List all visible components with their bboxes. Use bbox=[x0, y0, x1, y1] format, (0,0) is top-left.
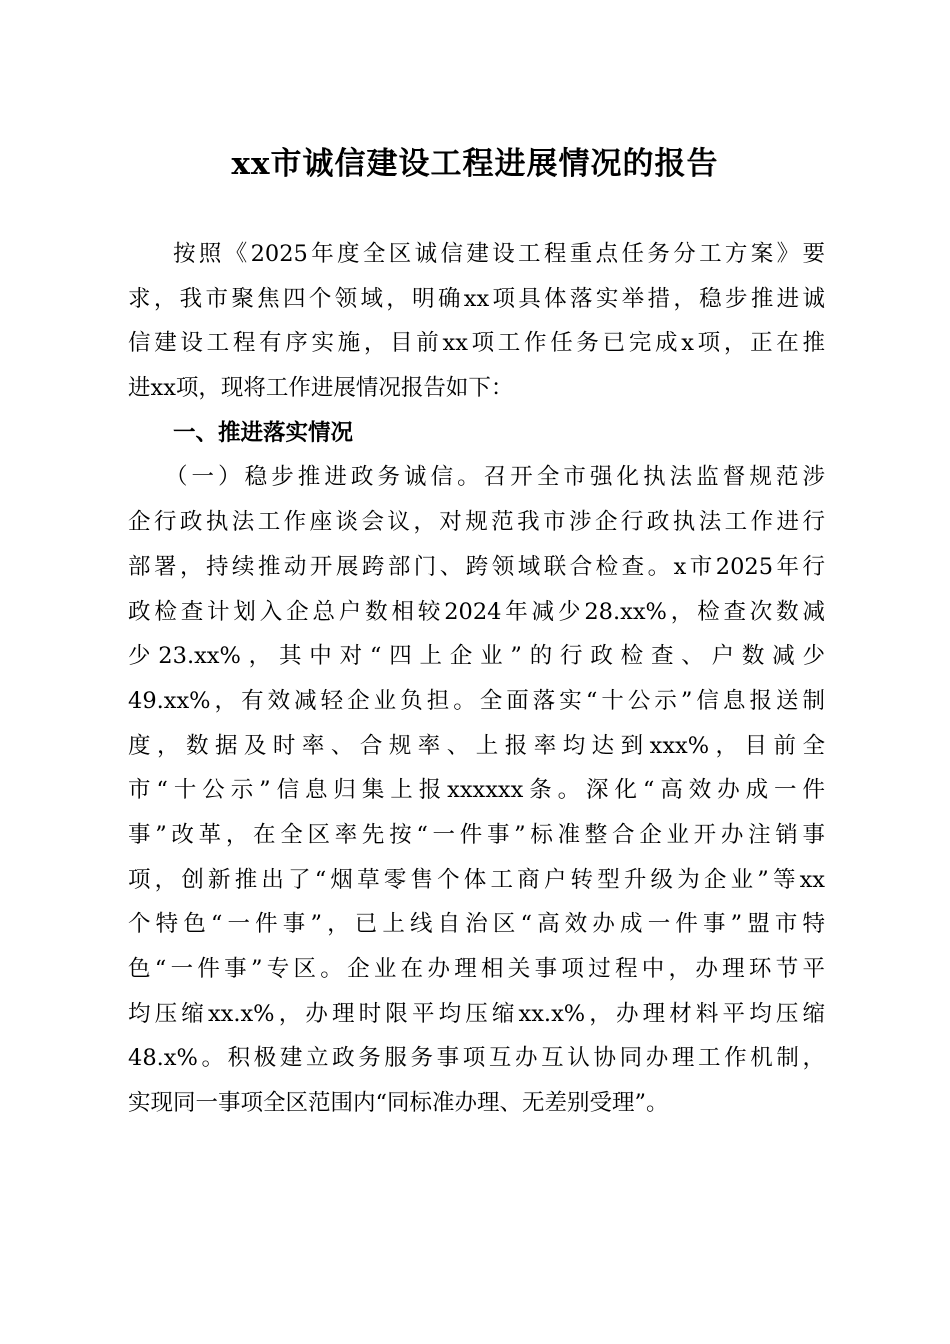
paragraph-line: 按照《2025年度全区诚信建设工程重点任务分工方案》要 bbox=[173, 241, 825, 267]
paragraph-line: 色“一件事”专区。企业在办理相关事项过程中，办理环节平 bbox=[128, 956, 825, 982]
paragraph-line: 49.xx%，有效减轻企业负担。全面落实“十公示”信息报送制 bbox=[128, 687, 825, 714]
paragraph-line: 进xx项，现将工作进展情况报告如下： bbox=[128, 375, 514, 402]
section-1-1-paragraph bbox=[128, 455, 825, 1125]
paragraph-line: 个特色“一件事”，已上线自治区“高效办成一件事”盟市特 bbox=[128, 911, 825, 938]
paragraph-line: 部署，持续推动开展跨部门、跨领域联合检查。x市2025年行 bbox=[128, 553, 825, 580]
paragraph-line: 均压缩xx.x%，办理时限平均压缩xx.x%，办理材料平均压缩 bbox=[128, 1000, 825, 1027]
paragraph-line: 实现同一事项全区范围内“同标准办理、无差别受理”。 bbox=[128, 1090, 669, 1117]
paragraph-line: 少23.xx%，其中对“四上企业”的行政检查、户数减少 bbox=[128, 643, 825, 670]
paragraph-line: 48.x%。积极建立政务服务事项互办互认协同办理工作机制， bbox=[128, 1045, 825, 1072]
section-heading: 一、推进落实情况 bbox=[173, 419, 354, 446]
intro-paragraph bbox=[128, 232, 825, 411]
paragraph-line: 市“十公示”信息归集上报xxxxxx条。深化“高效办成一件 bbox=[128, 777, 825, 804]
paragraph-line: 信建设工程有序实施，目前xx项工作任务已完成x项，正在推 bbox=[128, 330, 825, 357]
paragraph-line: （一）稳步推进政务诚信。召开全市强化执法监督规范涉 bbox=[165, 464, 825, 491]
document-title: xx市诚信建设工程进展情况的报告 bbox=[231, 146, 719, 182]
paragraph-line: 项，创新推出了“烟草零售个体工商户转型升级为企业”等xx bbox=[128, 866, 825, 893]
paragraph-line: 政检查计划入企总户数相较2024年减少28.xx%，检查次数减 bbox=[128, 598, 825, 625]
document-body bbox=[128, 232, 825, 1126]
paragraph-line: 企行政执法工作座谈会议，对规范我市涉企行政执法工作进行 bbox=[128, 509, 825, 536]
paragraph-line: 度，数据及时率、合规率、上报率均达到xxx%，目前全 bbox=[128, 732, 825, 759]
paragraph-line: 求，我市聚焦四个领域，明确xx项具体落实举措，稳步推进诚 bbox=[128, 285, 825, 312]
paragraph-line: 事”改革，在全区率先按“一件事”标准整合企业开办注销事 bbox=[128, 821, 825, 848]
